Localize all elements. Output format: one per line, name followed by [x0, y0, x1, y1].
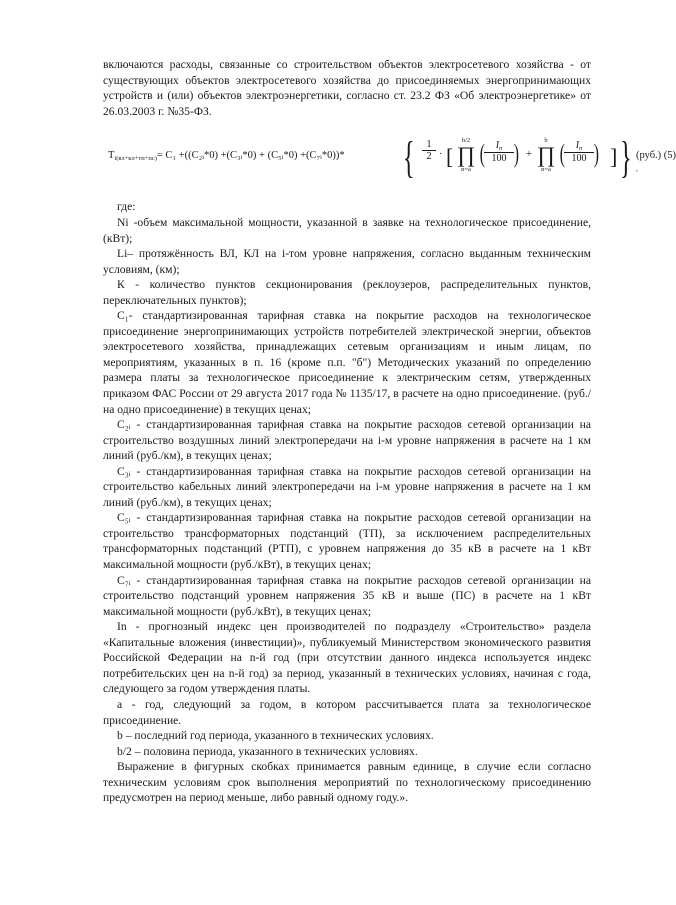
- product-2-symbol: ∏: [536, 142, 556, 167]
- formula-terms: = C₁ +((C₂ᵢ*0) +(C₃ᵢ*0) + (C₅ᵢ*0) +(C₇ᵢ*0))*: [156, 150, 345, 161]
- paragraph-in: In - прогнозный индекс цен производителей по подразделу «Строительство» раздела «Капитальные вложения (инвестиции)», публикуемый Министерством экономического развития Российской Федерации на n-й год (при отсутствии данного индекса используется индекс потребительских цен на n-й год) за период, указанный в технических условиях, начиная с года, следующего за годом утверждения платы.: [103, 620, 591, 696]
- half-numerator: 1: [422, 139, 436, 151]
- paren-close-2: ): [593, 139, 599, 168]
- paragraph-b-half: b/2 – половина периода, указанного в технических условиях.: [117, 744, 418, 758]
- half-denominator: 2: [426, 151, 432, 162]
- paragraph-c1: C₁- стандартизированная тарифная ставка на покрытие расходов на технологическое присоединение энергопринимающих устройств потребителей электрической энергии, объектов электросетевого хозяйства, принадлежащих сетевым организациям и иным лицам, по мероприятиям, указанных в п. 16 (кроме п.п. "б") Методических указаний по определению размера платы за технологическое присоединение к электрическим сетям, утвержденных приказом ФАС России от 29 августа 2017 года № 1135/17, в расчете на одно присоединение. (руб./на одно присоединение) в текущих ценах;: [103, 309, 591, 416]
- fraction-1-sub: n: [499, 145, 503, 152]
- product-2-lower: n=a: [541, 166, 551, 173]
- paragraph-ni: Ni -объем максимальной мощности, указанной в заявке на технологическое присоединение, (кВт);: [103, 216, 591, 245]
- formula-5: [108, 133, 676, 189]
- formula-left-brace: {: [403, 133, 415, 182]
- paragraph-c3i: C₃ᵢ - стандартизированная тарифная ставка на покрытие расходов сетевой организации на строительство кабельных линий электропередачи на i-м уровне напряжения в расчете на 1 км линий (руб./км), в текущих ценах;: [103, 464, 591, 509]
- intro-paragraph: включаются расходы, связанные со строительством объектов электросетевого хозяйства - от существующих объектов электросетевого хозяйства до присоединяемых энергопринимающих устройств и (или) объектов электроэнергетики, согласно ст. 23.2 ФЗ «Об электроэнергетике» от 26.03.2003 г. №35-ФЗ.: [103, 58, 591, 118]
- paragraph-c2i: C₂ᵢ - стандартизированная тарифная ставка на покрытие расходов сетевой организации на строительство воздушных линий электропередачи на i-м уровне напряжения в расчете на 1 км линий (руб./км), в текущих ценах;: [103, 418, 591, 463]
- paragraph-braces-note: Выражение в фигурных скобках принимается равным единице, в случие если согласно техническим условиям срок выполнения мероприятий по технологическому присоединению предусмотрен на период меньше, либо равный одному году.».: [103, 760, 591, 805]
- formula-comma: ,: [636, 165, 638, 173]
- paragraph-li: Li– протяжённость ВЛ, КЛ на i-том уровне напряжения, согласно выданным техническим условиям, (км);: [103, 247, 591, 276]
- formula-left-bracket: [: [446, 144, 454, 169]
- formula-dot: ·: [439, 149, 443, 160]
- formula-lhs: [108, 150, 345, 162]
- formula-right-brace: }: [620, 133, 632, 182]
- paren-close-1: ): [513, 139, 519, 168]
- fraction-2-sub: n: [579, 145, 583, 152]
- fraction-1-denominator: 100: [491, 153, 507, 164]
- formula-t-subscript: i(вл+кл+тп+пс): [114, 155, 157, 162]
- product-1-lower: n=a: [461, 166, 471, 173]
- formula-half: [422, 139, 436, 162]
- fraction-1: [484, 140, 514, 164]
- product-1: [454, 137, 478, 173]
- plus-sign: +: [526, 149, 532, 160]
- formula-right-bracket: ]: [610, 144, 618, 169]
- fraction-2-i: I: [575, 140, 580, 151]
- fraction-2-numerator: [564, 140, 594, 153]
- formula-number: (руб.) (5): [636, 150, 676, 161]
- formula-t: Т: [108, 150, 115, 161]
- fraction-1-numerator: [484, 140, 514, 153]
- paragraph-b: b – последний год периода, указанного в технических условиях.: [117, 729, 434, 743]
- paragraph-c5i: C₅ᵢ - стандартизированная тарифная ставка на покрытие расходов сетевой организации на строительство трансформаторных подстанций (ТП), за исключением распределительных трансформаторных подстанций (РТП), с уровнем напряжения до 35 кВ в расчете на 1 кВт максимальной мощности (руб./кВт), в текущих ценах;: [103, 511, 591, 572]
- paragraph-k: К - количество пунктов секционирования (реклоузеров, распределительных пунктов, переключательных пунктов);: [103, 278, 591, 307]
- fraction-2: [564, 140, 594, 164]
- paragraph-c7i: C₇ᵢ - стандартизированная тарифная ставка на покрытие расходов сетевой организации на строительство подстанций уровнем напряжения 35 кВ и выше (ПС) в расчете на 1 кВт максимальной мощности (руб./кВт), в текущих ценах;: [103, 573, 591, 618]
- definitions: [103, 215, 591, 806]
- product-1-symbol: ∏: [456, 142, 476, 167]
- fraction-1-i: I: [495, 140, 500, 151]
- paren-open-2: (: [559, 139, 565, 168]
- paragraph-a: а - год, следующий за годом, в котором рассчитывается плата за технологическое присоединение.: [103, 697, 591, 727]
- fraction-2-denominator: 100: [571, 153, 587, 164]
- where-label: где:: [117, 200, 136, 213]
- product-2-upper: b: [544, 137, 548, 144]
- paren-open-1: (: [479, 139, 485, 168]
- product-1-upper: b/2: [461, 137, 471, 144]
- product-2: [534, 137, 558, 173]
